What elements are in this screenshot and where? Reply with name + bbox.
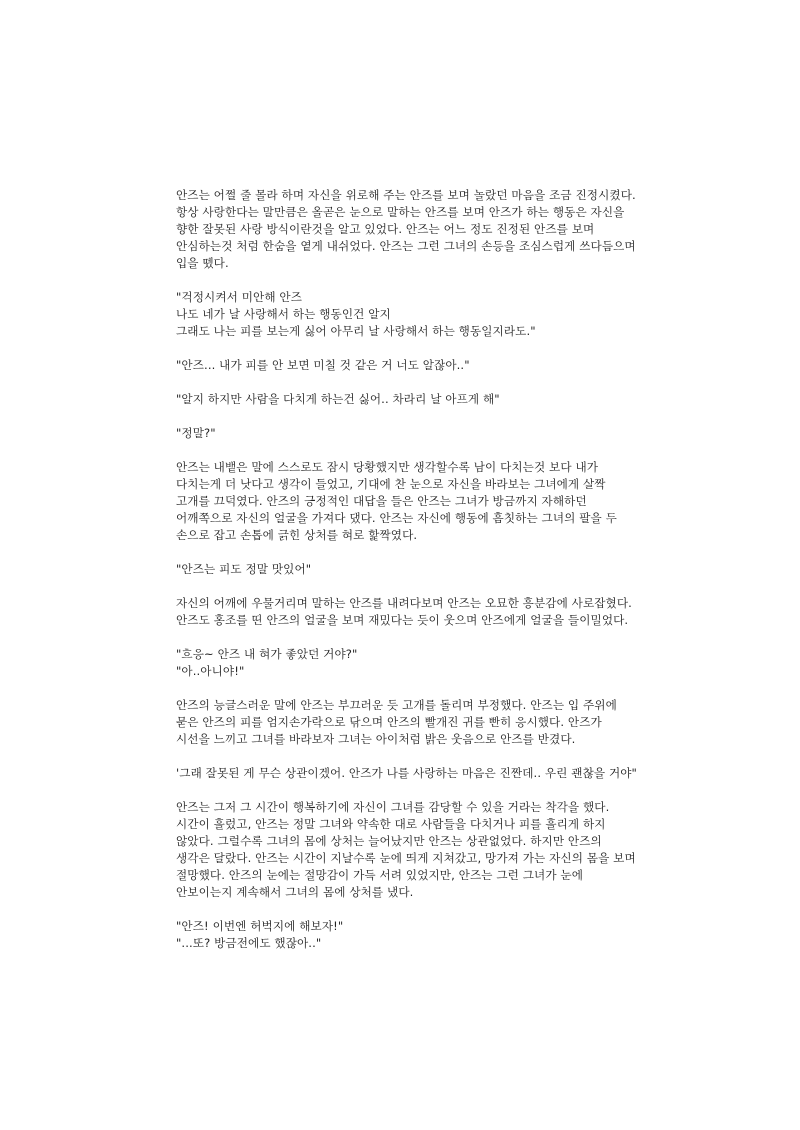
paragraph: '그래 잘못된 게 무슨 상관이겠어. 안즈가 나를 사랑하는 마음은 진짠데.. 우린 괜찮을 거야" — [176, 766, 637, 780]
paragraph: "걱정시켜서 미안해 안즈 나도 네가 날 사랑해서 하는 행동인건 알지 그래도 나는 피를 보는게 싫어 아무리 날 사랑해서 하는 행동일지라도." — [176, 290, 536, 338]
document-body — [176, 187, 696, 952]
paragraph: 안즈는 그저 그 시간이 행복하기에 자신이 그녀를 감당할 수 있을 거라는 착각을 했다. 시간이 흘렀고, 안즈는 정말 그녀와 약속한 대로 사람들을 다치거나 피를 흘리게 하지 않았다. 그럴수록 그녀의 몸에 상처는 늘어났지만 안즈는 상관없었다. 하지만 안즈의 생각은 달랐다. 안즈는 시간이 지날수록 눈에 띄게 지쳐갔고, 망가져 가는 자신의 몸을 보며 절망했다. 안즈의 눈에는 절망감이 가득 서려 있었지만, 안즈는 그런 그녀가 눈에 안보이는지 계속해서 그녀의 몸에 상처를 냈다. — [176, 800, 636, 899]
paragraph: 안즈는 내뱉은 말에 스스로도 잠시 당황했지만 생각할수록 남이 다치는것 보다 내가 다치는게 더 낫다고 생각이 들었고, 기대에 찬 눈으로 자신을 바라보는 그녀에게 살짝 고개를 끄덕였다. 안즈의 긍정적인 대답을 들은 안즈는 그녀가 방금까지 자해하던 어깨쪽으로 자신의 얼굴을 가져다 댔다. 안즈는 자신에 행동에 흠칫하는 그녀의 팔을 두 손으로 잡고 손톱에 긁힌 상처를 혀로 핥짝였다. — [176, 460, 617, 542]
paragraph: "알지 하지만 사람을 다치게 하는건 싫어.. 차라리 날 아프게 해" — [176, 392, 500, 406]
paragraph: 안즈의 능글스러운 말에 안즈는 부끄러운 듯 고개를 돌리며 부정했다. 안즈는 입 주위에 묻은 안즈의 피를 엄지손가락으로 닦으며 안즈의 빨개진 귀를 빤히 응시했다. 안즈가 시선을 느끼고 그녀를 바라보자 그녀는 아이처럼 밝은 웃음으로 안즈를 반겼다. — [176, 698, 617, 746]
paragraph: 안즈는 어쩔 줄 몰라 하며 자신을 위로해 주는 안즈를 보며 놀랐던 마음을 조금 진정시켰다. 항상 사랑한다는 말만큼은 올곧은 눈으로 말하는 안즈를 보며 안즈가 하는 행동은 자신을 향한 잘못된 사랑 방식이란것을 알고 있었다. 안즈는 어느 정도 진정된 안즈를 보며 안심하는것 처럼 한숨을 옅게 내쉬었다. 안즈는 그런 그녀의 손등을 조심스럽게 쓰다듬으며 입을 뗐다. — [176, 188, 636, 270]
paragraph: 자신의 어깨에 우물거리며 말하는 안즈를 내려다보며 안즈는 오묘한 흥분감에 사로잡혔다. 안즈도 홍조를 띤 안즈의 얼굴을 보며 재밌다는 듯이 웃으며 안즈에게 얼굴을 들이밀었다. — [176, 596, 632, 627]
paragraph: "안즈는 피도 정말 맛있어" — [176, 562, 312, 576]
paragraph: "안즈... 내가 피를 안 보면 미칠 것 같은 거 너도 알잖아.." — [176, 358, 470, 372]
paragraph: "안즈! 이번엔 허벅지에 해보자!" "...또? 방금전에도 했잖아.." — [176, 919, 344, 950]
paragraph: "흐응~ 안즈 내 혀가 좋았던 거야?" "아..아니야!" — [176, 647, 358, 678]
paragraph: "정말?" — [176, 426, 216, 440]
